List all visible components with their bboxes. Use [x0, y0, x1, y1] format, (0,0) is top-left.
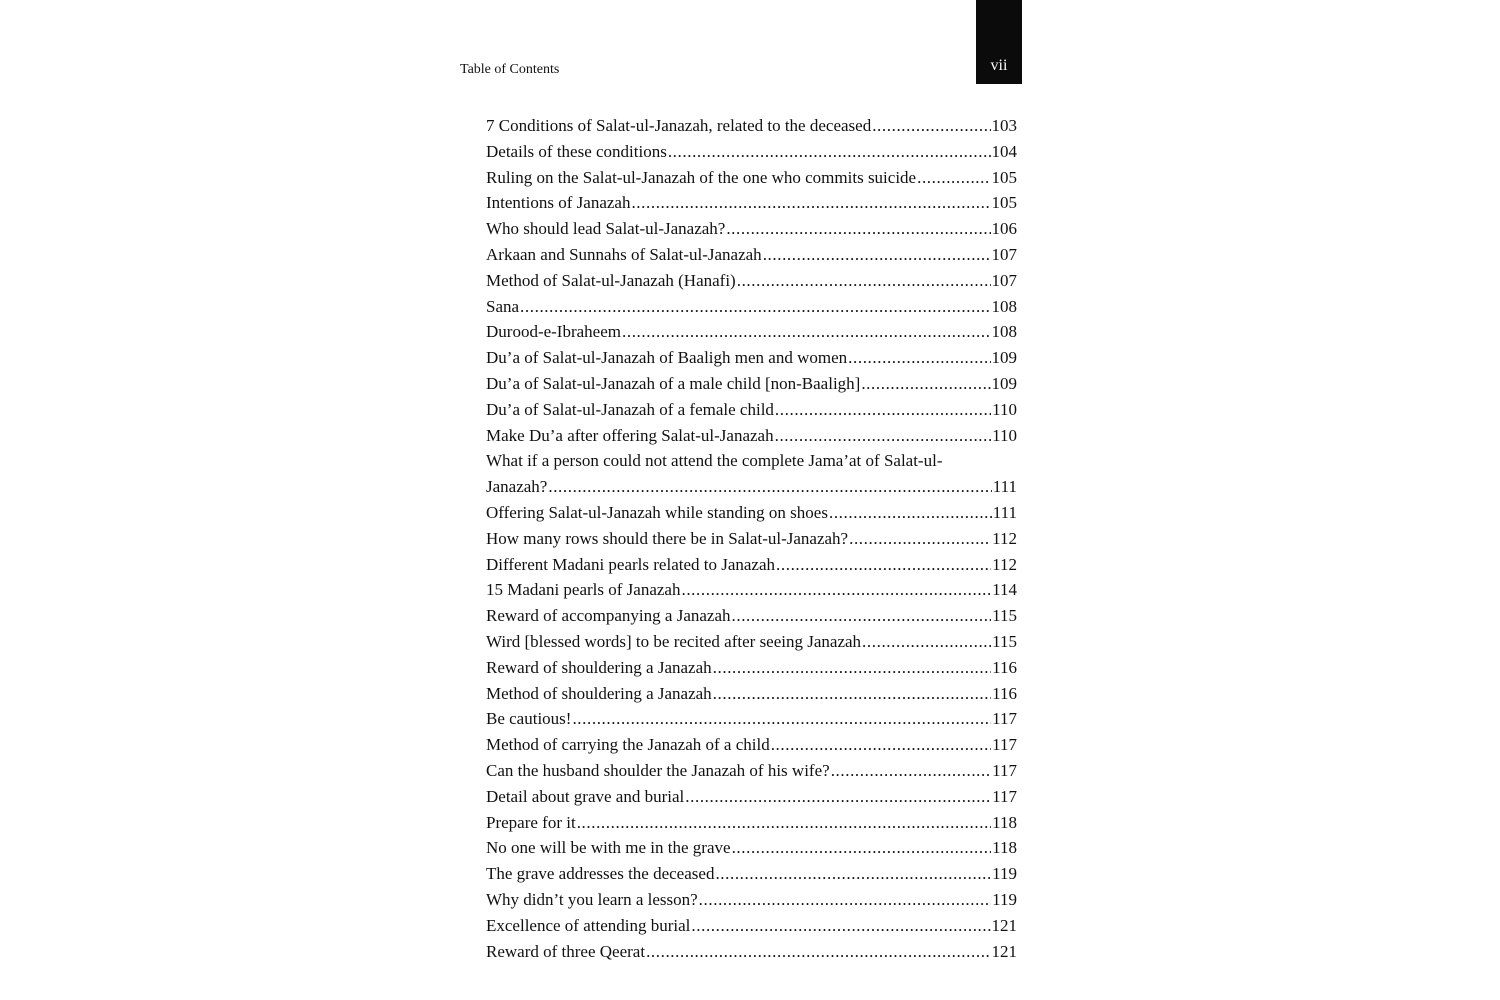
toc-entry-title: Prepare for it [486, 812, 576, 832]
dot-leader [668, 139, 991, 165]
dot-leader [548, 474, 991, 500]
toc-entry-page: 106 [991, 219, 1017, 239]
toc-entry-line [486, 835, 1017, 861]
dot-leader [831, 758, 991, 784]
toc-entry [486, 681, 1017, 707]
toc-entry [486, 552, 1017, 578]
toc-entry [486, 448, 1017, 500]
toc-entry-title: Be cautious! [486, 709, 572, 729]
page-number-tab [976, 0, 1022, 84]
toc-entry-line [486, 319, 1017, 345]
toc-entry [486, 397, 1017, 423]
toc-entry-line [486, 242, 1017, 268]
dot-leader [691, 913, 990, 939]
toc-entry [486, 216, 1017, 242]
dot-leader [849, 526, 991, 552]
toc-entry-line [486, 887, 1017, 913]
dot-leader [681, 577, 991, 603]
toc-entry-line [486, 706, 1017, 732]
toc-entry-title: Du’a of Salat-ul-Janazah of Baaligh men and women [486, 348, 848, 368]
toc-entry [486, 319, 1017, 345]
toc-entry [486, 345, 1017, 371]
toc-entry-line [486, 577, 1017, 603]
toc-entry [486, 913, 1017, 939]
toc-entry [486, 810, 1017, 836]
toc-entry-line [486, 345, 1017, 371]
dot-leader [862, 629, 991, 655]
toc-entry-page: 115 [992, 606, 1017, 626]
table-of-contents [486, 113, 1017, 964]
dot-leader [572, 706, 991, 732]
toc-entry-page: 111 [992, 477, 1017, 497]
toc-entry-page: 104 [991, 141, 1017, 161]
toc-entry-page: 118 [992, 838, 1017, 858]
dot-leader [713, 655, 991, 681]
toc-entry-line [486, 500, 1017, 526]
toc-entry [486, 526, 1017, 552]
toc-entry-title-line1: What if a person could not attend the complete Jama’at of Salat-ul- [486, 451, 943, 471]
toc-entry [486, 500, 1017, 526]
toc-entry-page: 109 [991, 348, 1017, 368]
toc-entry-page: 105 [991, 167, 1017, 187]
dot-leader [771, 732, 991, 758]
toc-entry-title: Du’a of Salat-ul-Janazah of a female child [486, 399, 774, 419]
toc-entry-title: Method of carrying the Janazah of a child [486, 735, 770, 755]
toc-entry-page: 117 [992, 709, 1017, 729]
toc-entry [486, 423, 1017, 449]
toc-entry-page: 117 [992, 760, 1017, 780]
dot-leader [631, 190, 990, 216]
dot-leader [646, 939, 990, 965]
toc-entry [486, 371, 1017, 397]
toc-entry-title: Excellence of attending burial [486, 915, 691, 935]
toc-entry [486, 887, 1017, 913]
toc-entry-page: 110 [992, 399, 1017, 419]
dot-leader [520, 294, 990, 320]
dot-leader [775, 397, 991, 423]
toc-entry-title: Can the husband shoulder the Janazah of his wife? [486, 760, 830, 780]
toc-entry-line [486, 681, 1017, 707]
toc-entry-title: Why didn’t you learn a lesson? [486, 889, 698, 909]
toc-entry [486, 165, 1017, 191]
toc-entry-page: 112 [992, 528, 1017, 548]
page-number: vii [990, 57, 1008, 74]
toc-entry [486, 655, 1017, 681]
toc-entry-line [486, 552, 1017, 578]
toc-entry [486, 113, 1017, 139]
toc-entry-page: 108 [991, 322, 1017, 342]
toc-entry-page: 109 [991, 373, 1017, 393]
toc-entry-line [486, 939, 1017, 965]
toc-entry [486, 939, 1017, 965]
toc-entry-line [486, 423, 1017, 449]
dot-leader [715, 861, 991, 887]
toc-entry [486, 784, 1017, 810]
toc-entry-line [486, 371, 1017, 397]
toc-entry-page: 121 [991, 941, 1017, 961]
toc-entry-line [486, 113, 1017, 139]
toc-entry [486, 190, 1017, 216]
toc-entry-title: Ruling on the Salat-ul-Janazah of the one who commits suicide [486, 167, 917, 187]
toc-entry-title: Arkaan and Sunnahs of Salat-ul-Janazah [486, 244, 762, 264]
toc-entry-page: 119 [992, 889, 1017, 909]
toc-entry-line [486, 216, 1017, 242]
toc-entry [486, 268, 1017, 294]
toc-entry-line [486, 397, 1017, 423]
toc-entry-page: 103 [991, 116, 1017, 135]
toc-entry [486, 706, 1017, 732]
dot-leader [776, 552, 991, 578]
toc-entry-page: 111 [992, 502, 1017, 522]
dot-leader [763, 242, 991, 268]
toc-entry-page: 119 [992, 864, 1017, 884]
toc-entry [486, 577, 1017, 603]
dot-leader [737, 268, 991, 294]
toc-entry-page: 115 [992, 631, 1017, 651]
toc-entry-page: 108 [991, 296, 1017, 316]
toc-entry-page: 110 [992, 425, 1017, 445]
toc-entry-title: Method of shouldering a Janazah [486, 683, 712, 703]
dot-leader [699, 887, 991, 913]
toc-entry-page: 116 [992, 683, 1017, 703]
toc-entry [486, 603, 1017, 629]
dot-leader [829, 500, 992, 526]
toc-entry-line [486, 165, 1017, 191]
toc-entry [486, 861, 1017, 887]
toc-entry-title: Reward of shouldering a Janazah [486, 657, 712, 677]
toc-entry-title: 15 Madani pearls of Janazah [486, 580, 681, 600]
dot-leader [713, 681, 991, 707]
toc-entry-title: How many rows should there be in Salat-ul-Janazah? [486, 528, 849, 548]
toc-entry [486, 835, 1017, 861]
dot-leader [861, 371, 990, 397]
toc-entry-line [486, 629, 1017, 655]
toc-entry-title: Du’a of Salat-ul-Janazah of a male child [non-Baaligh] [486, 373, 861, 393]
toc-entry [486, 732, 1017, 758]
toc-entry-line [486, 294, 1017, 320]
toc-entry-page: 117 [992, 735, 1017, 755]
toc-entry-title: The grave addresses the deceased [486, 864, 715, 884]
dot-leader [732, 603, 992, 629]
toc-entry-title: Intentions of Janazah [486, 193, 631, 213]
toc-entry [486, 294, 1017, 320]
toc-entry-title: Make Du’a after offering Salat-ul-Janazah [486, 425, 774, 445]
toc-entry [486, 629, 1017, 655]
dot-leader [917, 165, 990, 191]
dot-leader [577, 810, 991, 836]
toc-entry-line [486, 758, 1017, 784]
toc-entry [486, 139, 1017, 165]
toc-entry-line [486, 784, 1017, 810]
dot-leader [775, 423, 992, 449]
toc-entry-page: 116 [992, 657, 1017, 677]
toc-entry-line [486, 526, 1017, 552]
toc-entry-page: 107 [991, 270, 1017, 290]
dot-leader [726, 216, 990, 242]
toc-entry-title: Offering Salat-ul-Janazah while standing on shoes [486, 502, 828, 522]
toc-entry-line [486, 732, 1017, 758]
toc-entry-page: 114 [992, 580, 1017, 600]
toc-entry-title: Who should lead Salat-ul-Janazah? [486, 219, 726, 239]
toc-entry-line [486, 603, 1017, 629]
toc-entry-title: Reward of accompanying a Janazah [486, 606, 731, 626]
toc-entry-title: Janazah? [486, 477, 548, 497]
toc-entry-page: 121 [991, 915, 1017, 935]
toc-entry-line [486, 474, 1017, 500]
toc-entry-line [486, 655, 1017, 681]
toc-entry-title: 7 Conditions of Salat-ul-Janazah, related to the deceased [486, 116, 872, 135]
toc-entry-title: No one will be with me in the grave [486, 838, 731, 858]
toc-entry-page: 105 [991, 193, 1017, 213]
dot-leader [622, 319, 991, 345]
dot-leader [732, 835, 992, 861]
dot-leader [848, 345, 990, 371]
toc-entry-title: Reward of three Qeerat [486, 941, 646, 961]
toc-entry-page: 117 [992, 786, 1017, 806]
toc-entry-line [486, 268, 1017, 294]
toc-entry [486, 242, 1017, 268]
toc-entry-page: 107 [991, 244, 1017, 264]
toc-entry-page: 112 [992, 554, 1017, 574]
running-head-title: Table of Contents [460, 62, 560, 77]
toc-entry-page: 118 [992, 812, 1017, 832]
toc-entry-title: Durood-e-Ibraheem [486, 322, 621, 342]
toc-entry [486, 758, 1017, 784]
toc-entry-title: Sana [486, 296, 520, 316]
toc-entry-title: Wird [blessed words] to be recited after seeing Janazah [486, 631, 862, 651]
toc-entry-line [486, 139, 1017, 165]
dot-leader [685, 784, 991, 810]
toc-entry-line [486, 190, 1017, 216]
toc-entry-title: Detail about grave and burial [486, 786, 685, 806]
dot-leader [872, 113, 990, 139]
toc-entry-line [486, 913, 1017, 939]
toc-entry-title: Different Madani pearls related to Janazah [486, 554, 776, 574]
toc-entry-line [486, 861, 1017, 887]
toc-entry-title: Details of these conditions [486, 141, 667, 161]
toc-entry-line [486, 810, 1017, 836]
toc-entry-title: Method of Salat-ul-Janazah (Hanafi) [486, 270, 736, 290]
